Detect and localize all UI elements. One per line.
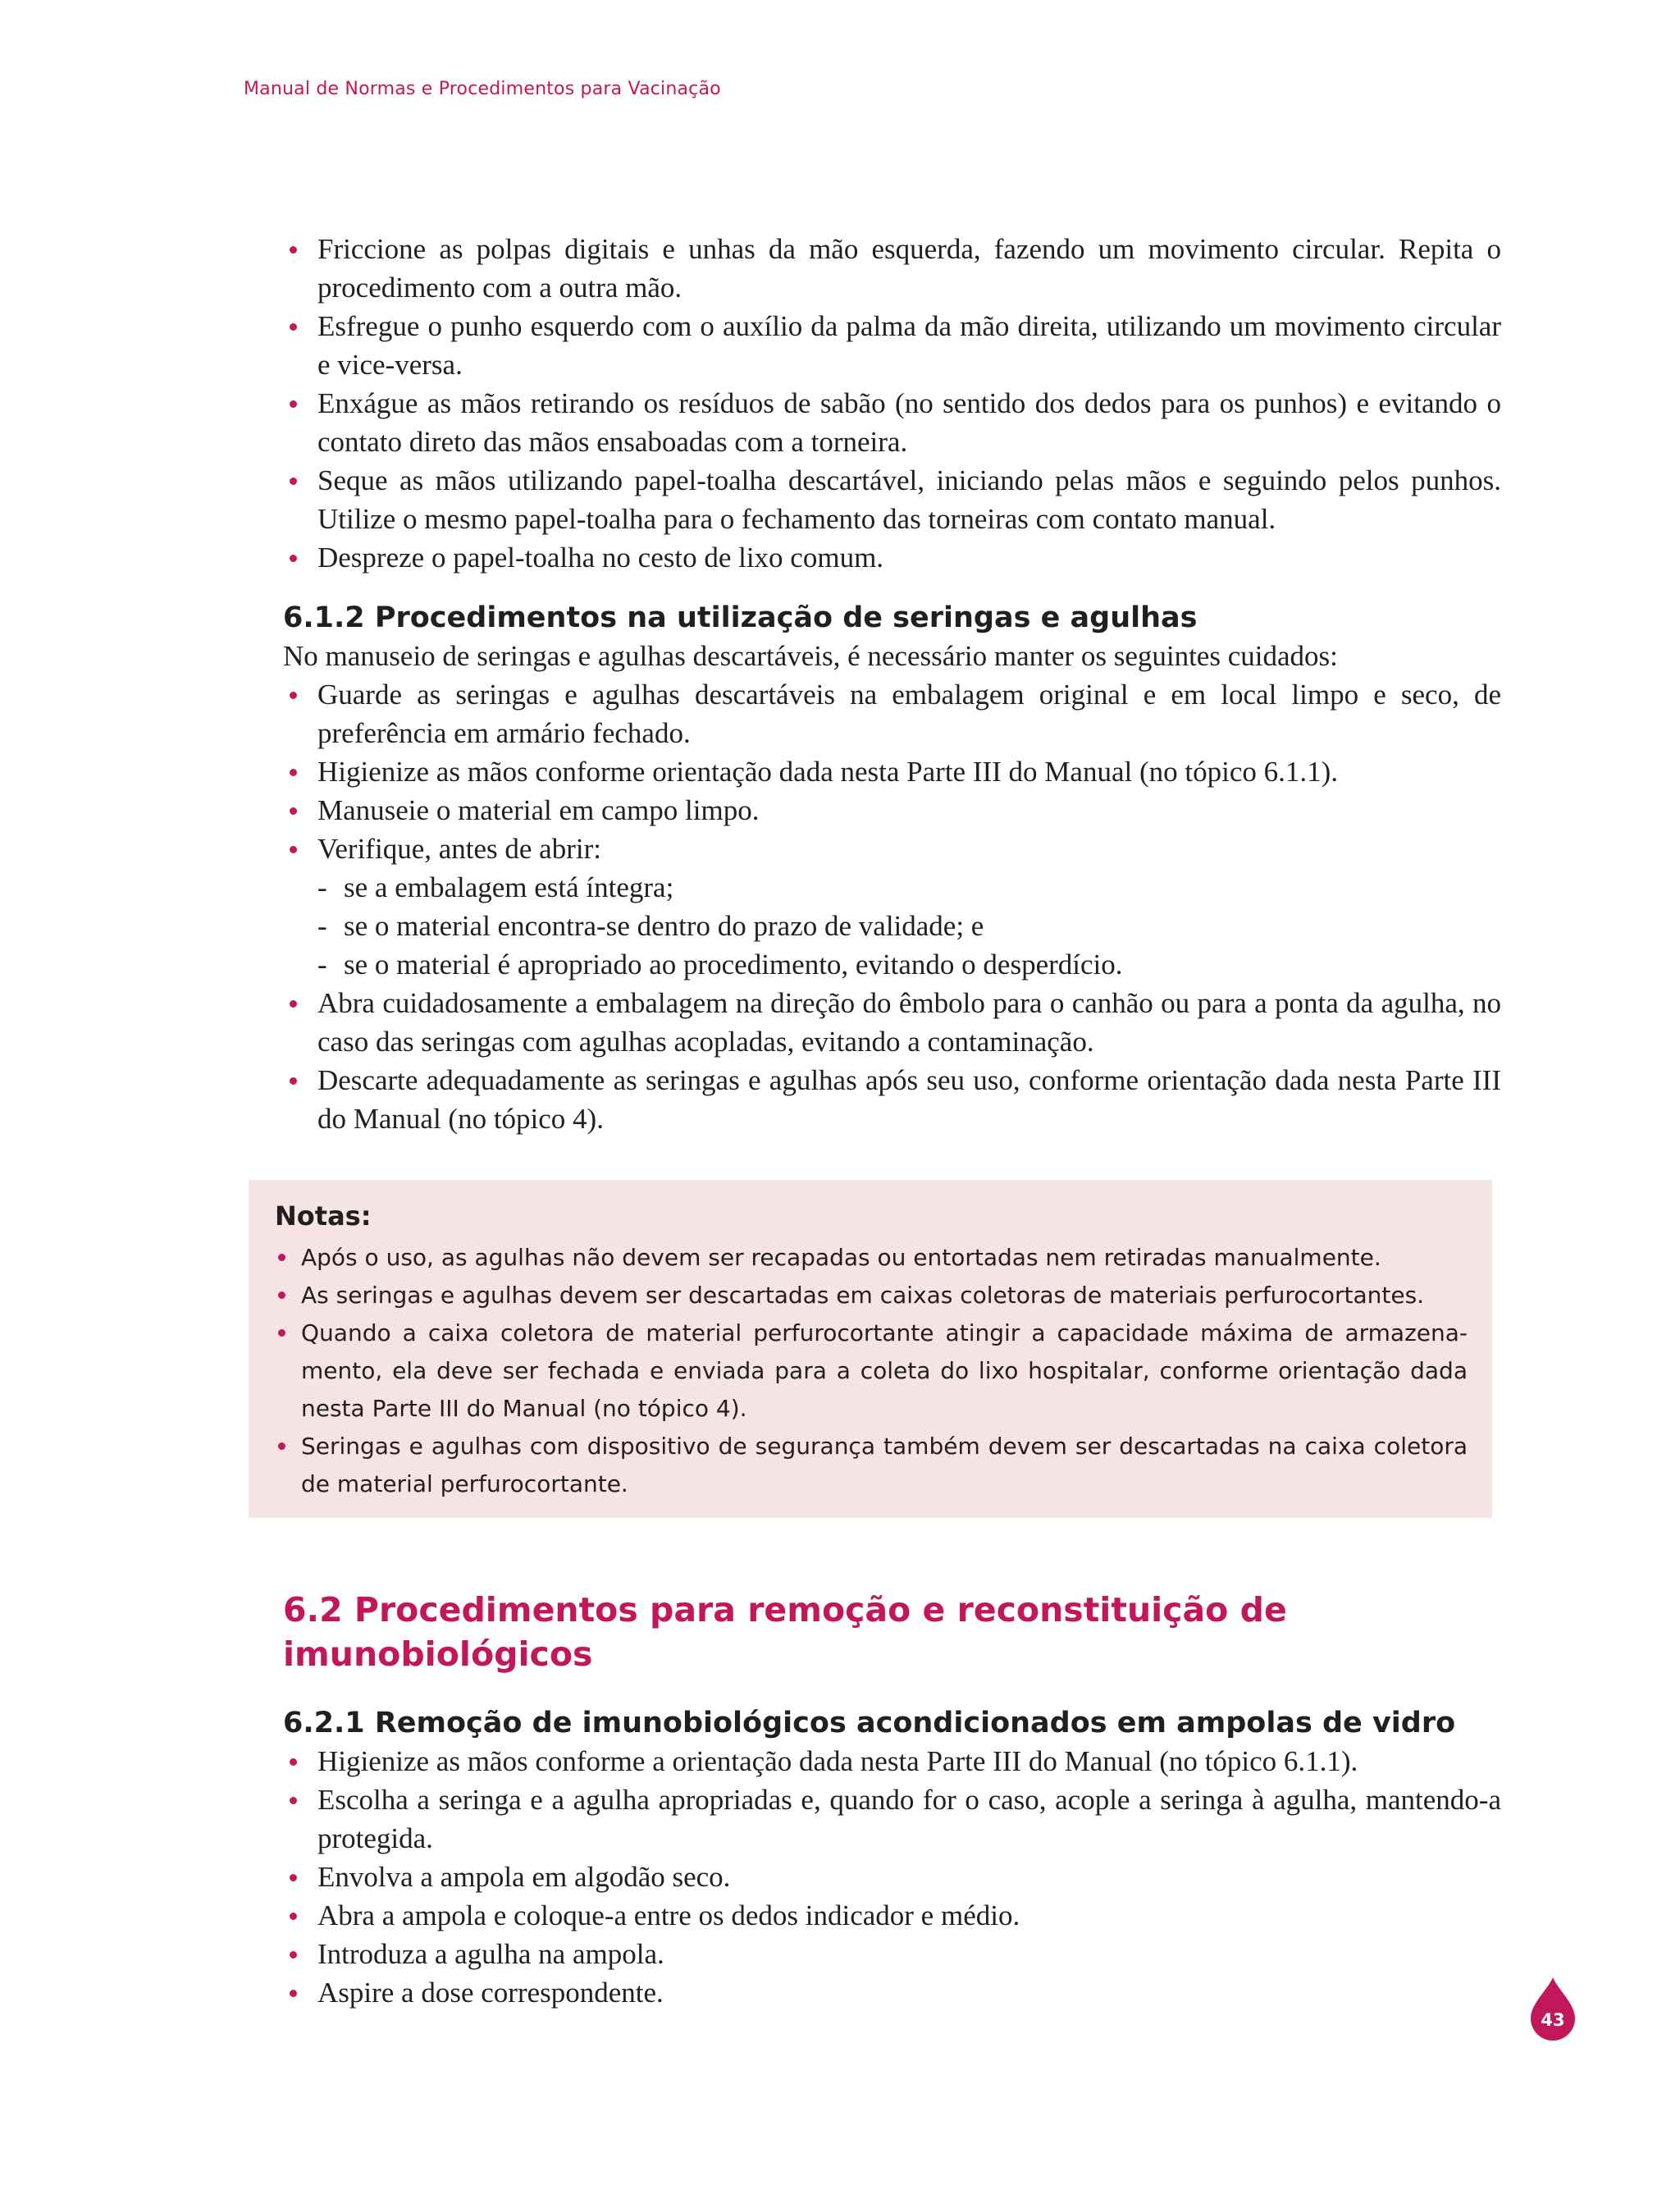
- section-612: [283, 599, 1501, 1138]
- bullet-list: [283, 230, 1501, 577]
- note-item: Quando a caixa coletora de material perfurocortante atingir a capacidade máxima de armazena-mento, ela deve ser fechada e enviada para a coleta do lixo hospitalar, conforme orientação dada nesta Parte III do Manual (no tópico 4).: [275, 1314, 1468, 1428]
- list-item: Envolva a ampola em algodão seco.: [283, 1858, 1501, 1896]
- list-item: Escolha a seringa e a agulha apropriadas e, quando for o caso, acople a seringa à agulha, mantendo-a protegida.: [283, 1780, 1501, 1858]
- notes-list: [275, 1239, 1468, 1503]
- list-item: Seque as mãos utilizando papel-toalha descartável, iniciando pelas mãos e seguindo pelos punhos. Utilize o mesmo papel-toalha para o fechamento das torneiras com contato manual.: [283, 461, 1501, 538]
- section-611-tail: [283, 230, 1501, 577]
- list-item-text: Verifique, antes de abrir:: [317, 833, 601, 865]
- running-header: Manual de Normas e Procedimentos para Vacinação: [244, 79, 721, 99]
- page-number-badge: [1529, 1976, 1577, 2041]
- list-item: Higienize as mãos conforme orientação dada nesta Parte III do Manual (no tópico 6.1.1).: [283, 752, 1501, 791]
- list-item: Manuseie o material em campo limpo.: [283, 791, 1501, 830]
- list-item: Enxágue as mãos retirando os resíduos de sabão (no sentido dos dedos para os punhos) e evitando o contato direto das mãos ensaboadas com a torneira.: [283, 384, 1501, 461]
- list-item: Higienize as mãos conforme a orientação dada nesta Parte III do Manual (no tópico 6.1.1).: [283, 1742, 1501, 1780]
- sub-list-item: - se a embalagem está íntegra;: [317, 868, 1501, 907]
- note-item: Após o uso, as agulhas não devem ser recapadas ou entortadas nem retiradas manualmente.: [275, 1239, 1468, 1277]
- sub-list: [317, 868, 1501, 984]
- drop-icon: [1529, 1976, 1577, 2041]
- list-item: Descarte adequadamente as seringas e agulhas após seu uso, conforme orientação dada nesta Parte III do Manual (no tópico 4).: [283, 1061, 1501, 1138]
- bullet-list: [283, 1742, 1501, 2012]
- list-item: [283, 830, 1501, 984]
- notes-box: [249, 1180, 1492, 1518]
- list-item: Despreze o papel-toalha no cesto de lixo comum.: [283, 538, 1501, 577]
- section-heading: 6.1.2 Procedimentos na utilização de seringas e agulhas: [283, 601, 1198, 634]
- list-item: Abra a ampola e coloque-a entre os dedos indicador e médio.: [283, 1896, 1501, 1935]
- list-item: Friccione as polpas digitais e unhas da mão esquerda, fazendo um movimento circular. Repita o procedimento com a outra mão.: [283, 230, 1501, 307]
- sub-list-item: - se o material encontra-se dentro do prazo de validade; e: [317, 907, 1501, 945]
- list-item: Esfregue o punho esquerdo com o auxílio da palma da mão direita, utilizando um movimento circular e vice-versa.: [283, 307, 1501, 384]
- section-62: [283, 1588, 1501, 2012]
- page-number: 43: [1541, 2010, 1565, 2030]
- notes-title: Notas:: [275, 1200, 372, 1232]
- list-item: Introduza a agulha na ampola.: [283, 1935, 1501, 1973]
- note-item: As seringas e agulhas devem ser descartadas em caixas coletoras de materiais perfurocortantes.: [275, 1277, 1468, 1314]
- note-item: Seringas e agulhas com dispositivo de segurança também devem ser descartadas na caixa coletora de material perfurocortante.: [275, 1428, 1468, 1503]
- section-intro: No manuseio de seringas e agulhas descartáveis, é necessário manter os seguintes cuidados:: [283, 640, 1338, 672]
- bullet-list: [283, 675, 1501, 1138]
- sub-list-item: - se o material é apropriado ao procedimento, evitando o desperdício.: [317, 945, 1501, 984]
- list-item: Guarde as seringas e agulhas descartáveis na embalagem original e em local limpo e seco, de preferência em armário fechado.: [283, 675, 1501, 752]
- section-heading-main: 6.2 Procedimentos para remoção e reconstituição de imunobiológicos: [283, 1590, 1287, 1674]
- list-item: Aspire a dose correspondente.: [283, 1973, 1501, 2012]
- list-item: Abra cuidadosamente a embalagem na direção do êmbolo para o canhão ou para a ponta da agulha, no caso das seringas com agulhas acopladas, evitando a contaminação.: [283, 984, 1501, 1061]
- section-heading: 6.2.1 Remoção de imunobiológicos acondicionados em ampolas de vidro: [283, 1707, 1456, 1739]
